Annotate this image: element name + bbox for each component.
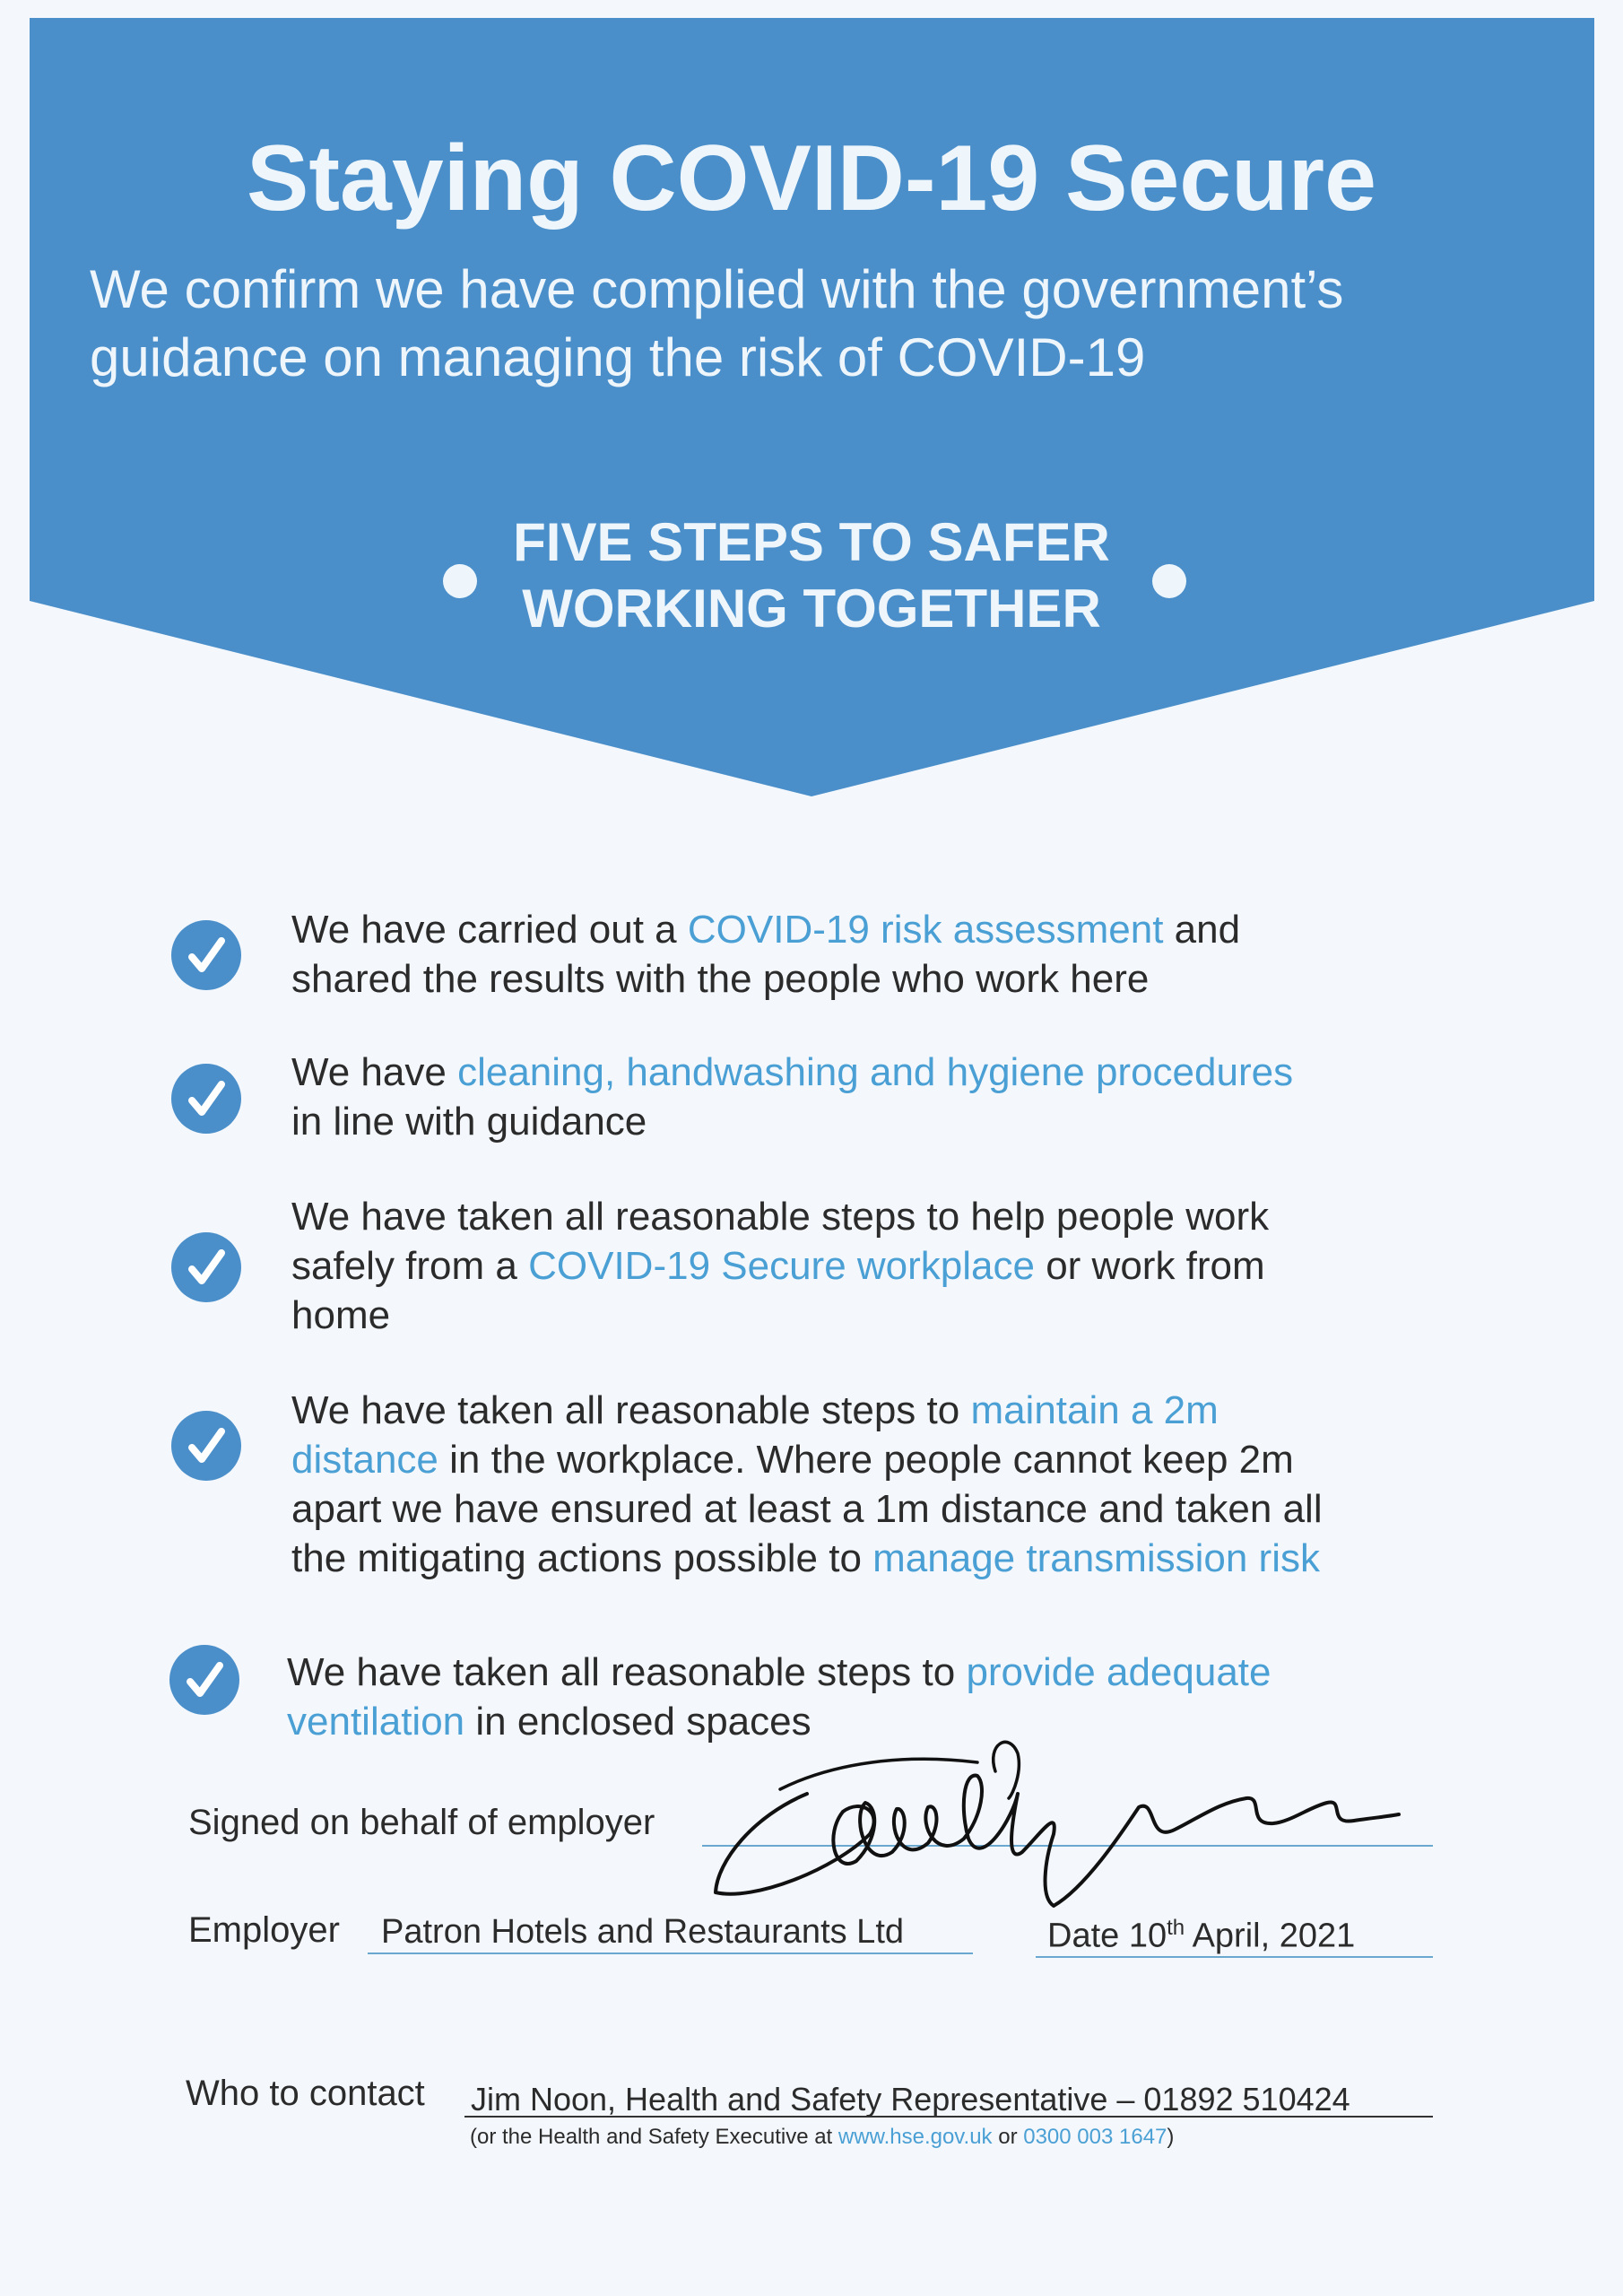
checklist-item-2 xyxy=(170,1042,1497,1150)
employer-label: Employer xyxy=(188,1910,340,1950)
checklist-text: We have taken all reasonable steps to provide adequate ventilation in enclosed spaces xyxy=(287,1650,1271,1744)
check-icon xyxy=(169,1644,240,1716)
contact-label: Who to contact xyxy=(186,2074,425,2113)
contact-value: Jim Noon, Health and Safety Representative – 01892 510424 xyxy=(471,2081,1350,2118)
hse-website-link[interactable]: www.hse.gov.uk xyxy=(838,2125,993,2149)
checklist-text: We have cleaning, handwashing and hygiene procedures in line with guidance xyxy=(291,1050,1294,1144)
contact-line[interactable] xyxy=(464,2116,1433,2118)
check-icon xyxy=(170,919,242,991)
check-icon xyxy=(170,1231,242,1303)
checklist-item-3 xyxy=(170,1188,1497,1341)
signature xyxy=(699,1709,1417,1915)
checklist-text: We have taken all reasonable steps to maintain a 2m distance in the workplace. Where people cannot keep 2m apart we have ensured at least a 1m distance and taken all the mitigating actions possible to manage transmission risk xyxy=(291,1388,1323,1580)
hse-phone-link[interactable]: 0300 003 1647 xyxy=(1023,2125,1167,2149)
employer-line[interactable] xyxy=(368,1952,973,1954)
date-value: Date 10th April, 2021 xyxy=(1047,1916,1356,1955)
date-line[interactable] xyxy=(1036,1956,1433,1958)
steps-heading: FIVE STEPS TO SAFER WORKING TOGETHER xyxy=(513,512,1110,639)
check-icon xyxy=(170,1063,242,1135)
signed-label: Signed on behalf of employer xyxy=(188,1803,655,1842)
checklist-text: We have carried out a COVID-19 risk assessment and shared the results with the people who work here xyxy=(291,908,1241,1001)
check-icon xyxy=(170,1410,242,1482)
page-subtitle: We confirm we have complied with the government’s guidance on managing the risk of COVID-19 xyxy=(90,259,1344,387)
page-title: Staying COVID-19 Secure xyxy=(247,126,1376,230)
checklist-text: We have taken all reasonable steps to help people work safely from a COVID-19 Secure workplace or work from home xyxy=(291,1195,1270,1337)
checklist-item-1 xyxy=(170,901,1497,1009)
header-banner xyxy=(0,0,1623,807)
checklist-item-4 xyxy=(170,1381,1497,1587)
contact-footnote: (or the Health and Safety Executive at www.hse.gov.uk or 0300 003 1647) xyxy=(470,2125,1175,2149)
employer-value: Patron Hotels and Restaurants Ltd xyxy=(381,1913,905,1951)
